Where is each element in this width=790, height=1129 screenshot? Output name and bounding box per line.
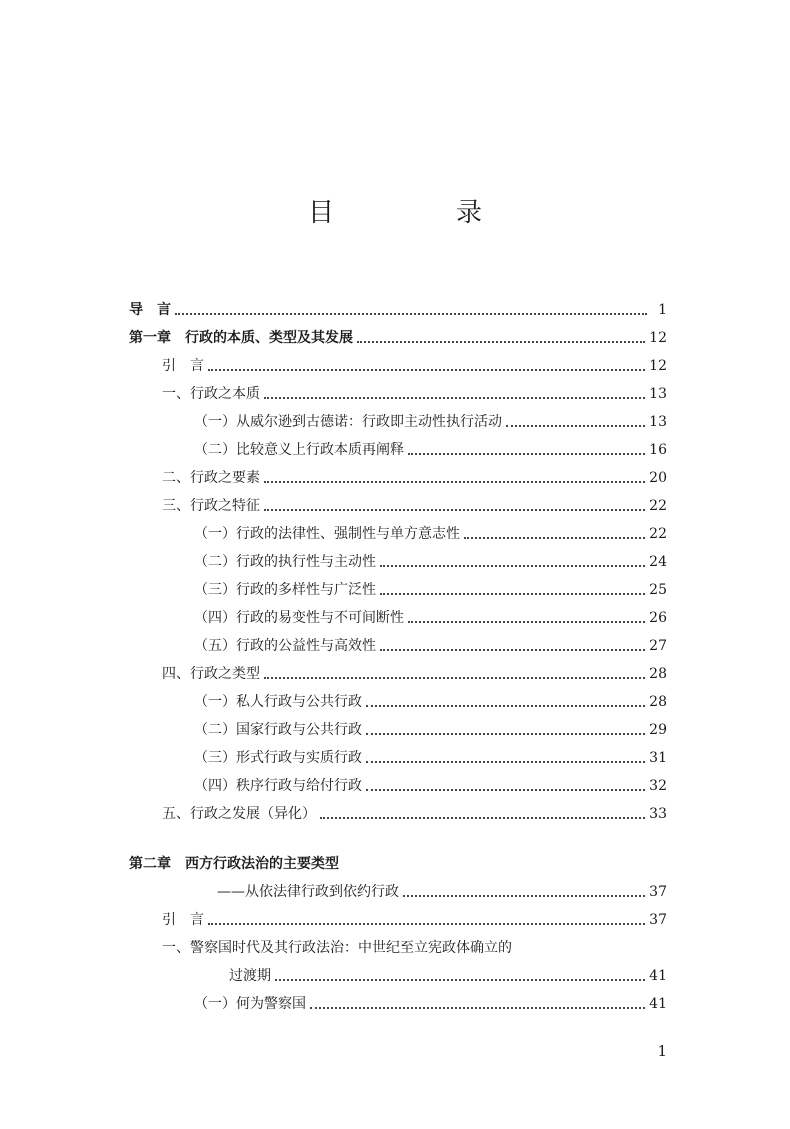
toc-entry-page: 37 — [649, 884, 667, 900]
toc-entry-page: 28 — [649, 666, 667, 682]
toc-entry[interactable] — [129, 744, 667, 772]
toc-entry-page: 22 — [649, 526, 667, 542]
dot-leader — [264, 676, 645, 679]
dot-leader — [175, 312, 647, 315]
toc-entry-page: 29 — [649, 722, 667, 738]
toc-entry[interactable] — [129, 604, 667, 632]
toc-entry-label: 二、行政之要素 — [162, 470, 260, 486]
toc-entry[interactable] — [129, 352, 667, 380]
toc-entry-label: 引 言 — [162, 912, 204, 928]
page-number: 1 — [657, 1042, 667, 1060]
dot-leader — [366, 788, 645, 791]
toc-entry-label: 三、行政之特征 — [162, 498, 260, 514]
dot-leader — [320, 816, 645, 819]
toc-entry[interactable] — [129, 660, 667, 688]
toc-entry-page: 12 — [649, 330, 667, 346]
toc-entry-page: 41 — [649, 996, 667, 1012]
toc-entry[interactable] — [129, 632, 667, 660]
toc-entry[interactable] — [129, 408, 667, 436]
dot-leader — [357, 340, 645, 343]
toc-entry-page: 26 — [649, 610, 667, 626]
toc-entry-page: 31 — [649, 750, 667, 766]
dot-leader — [208, 368, 645, 371]
dot-leader — [380, 592, 645, 595]
dot-leader — [366, 760, 645, 763]
toc-entry-label: （一）私人行政与公共行政 — [194, 694, 362, 710]
toc-entry-label: 第一章 行政的本质、类型及其发展 — [129, 330, 353, 346]
toc-entry-chapter-1[interactable] — [129, 324, 667, 352]
toc-entry-page: 22 — [649, 498, 667, 514]
toc-entry-label: 导 言 — [129, 302, 171, 318]
toc-entry-label: （三）行政的多样性与广泛性 — [194, 582, 376, 598]
toc-entry-label: 五、行政之发展（异化） — [162, 806, 316, 822]
toc-entry[interactable] — [129, 800, 667, 828]
toc-entry-label: （四）秩序行政与给付行政 — [194, 778, 362, 794]
dot-leader — [380, 564, 645, 567]
toc-entry[interactable] — [129, 380, 667, 408]
dot-leader — [366, 732, 645, 735]
toc-entry[interactable] — [129, 492, 667, 520]
toc-entry-label: （五）行政的公益性与高效性 — [194, 638, 376, 654]
toc-entry-label: 引 言 — [162, 358, 204, 374]
toc-entry-label: 第二章 西方行政法治的主要类型 — [129, 856, 339, 872]
dot-leader — [464, 536, 645, 539]
toc-entry-page: 32 — [649, 778, 667, 794]
toc-entry-page: 13 — [649, 386, 667, 402]
toc-entry-label: 过渡期 — [229, 968, 271, 984]
dot-leader — [408, 452, 645, 455]
toc-entry-label: 四、行政之类型 — [162, 666, 260, 682]
section-gap — [129, 828, 667, 850]
dot-leader — [506, 424, 645, 427]
toc-entry-page: 33 — [649, 806, 667, 822]
toc-entry-label: （三）形式行政与实质行政 — [194, 750, 362, 766]
dot-leader — [380, 648, 645, 651]
toc-entry-label: （四）行政的易变性与不可间断性 — [194, 610, 404, 626]
toc-entry-page: 37 — [649, 912, 667, 928]
dot-leader — [208, 922, 645, 925]
dot-leader — [366, 704, 645, 707]
page-title: 目 录 — [307, 198, 530, 228]
toc-entry-page: 20 — [649, 470, 667, 486]
toc-entry[interactable] — [129, 688, 667, 716]
toc-entry-page: 12 — [649, 358, 667, 374]
toc-entry-label: （二）行政的执行性与主动性 — [194, 554, 376, 570]
toc-entry[interactable] — [129, 464, 667, 492]
toc-entry[interactable] — [129, 906, 667, 934]
toc-entry[interactable] — [129, 772, 667, 800]
toc-entry-label: （一）何为警察国 — [194, 996, 306, 1012]
toc-entry-preface[interactable] — [129, 296, 667, 324]
toc-entry-chapter-2[interactable] — [129, 850, 667, 878]
toc-entry[interactable] — [129, 548, 667, 576]
toc-entry-continuation[interactable] — [129, 962, 667, 990]
dot-leader — [275, 978, 645, 981]
dot-leader — [403, 894, 645, 897]
dot-leader — [310, 1006, 645, 1009]
toc-entry-label: （一）从威尔逊到古德诺：行政即主动性执行活动 — [194, 414, 502, 430]
toc-entry-chapter-2-subtitle[interactable] — [129, 878, 667, 906]
dot-leader — [264, 396, 645, 399]
dot-leader — [264, 480, 645, 483]
toc-entry-page: 24 — [649, 554, 667, 570]
toc-entry[interactable] — [129, 436, 667, 464]
toc-entry-page: 28 — [649, 694, 667, 710]
toc-entry-page: 27 — [649, 638, 667, 654]
toc-entry[interactable] — [129, 990, 667, 1018]
toc-entry-label: 一、行政之本质 — [162, 386, 260, 402]
table-of-contents — [129, 296, 667, 1018]
toc-entry-page: 1 — [658, 302, 667, 318]
toc-entry[interactable] — [129, 520, 667, 548]
toc-entry-label: （二）国家行政与公共行政 — [194, 722, 362, 738]
toc-entry[interactable] — [129, 716, 667, 744]
toc-entry[interactable] — [129, 576, 667, 604]
dot-leader — [408, 620, 645, 623]
toc-entry-label: ——从依法律行政到依约行政 — [217, 884, 399, 900]
dot-leader — [264, 508, 645, 511]
toc-entry-page: 13 — [649, 414, 667, 430]
toc-entry-page: 25 — [649, 582, 667, 598]
toc-entry-label: （二）比较意义上行政本质再阐释 — [194, 442, 404, 458]
toc-entry-page: 16 — [649, 442, 667, 458]
toc-entry-label: 一、警察国时代及其行政法治：中世纪至立宪政体确立的 — [162, 940, 512, 956]
toc-entry-page: 41 — [649, 968, 667, 984]
toc-entry-label: （一）行政的法律性、强制性与单方意志性 — [194, 526, 460, 542]
toc-entry[interactable] — [129, 934, 667, 962]
